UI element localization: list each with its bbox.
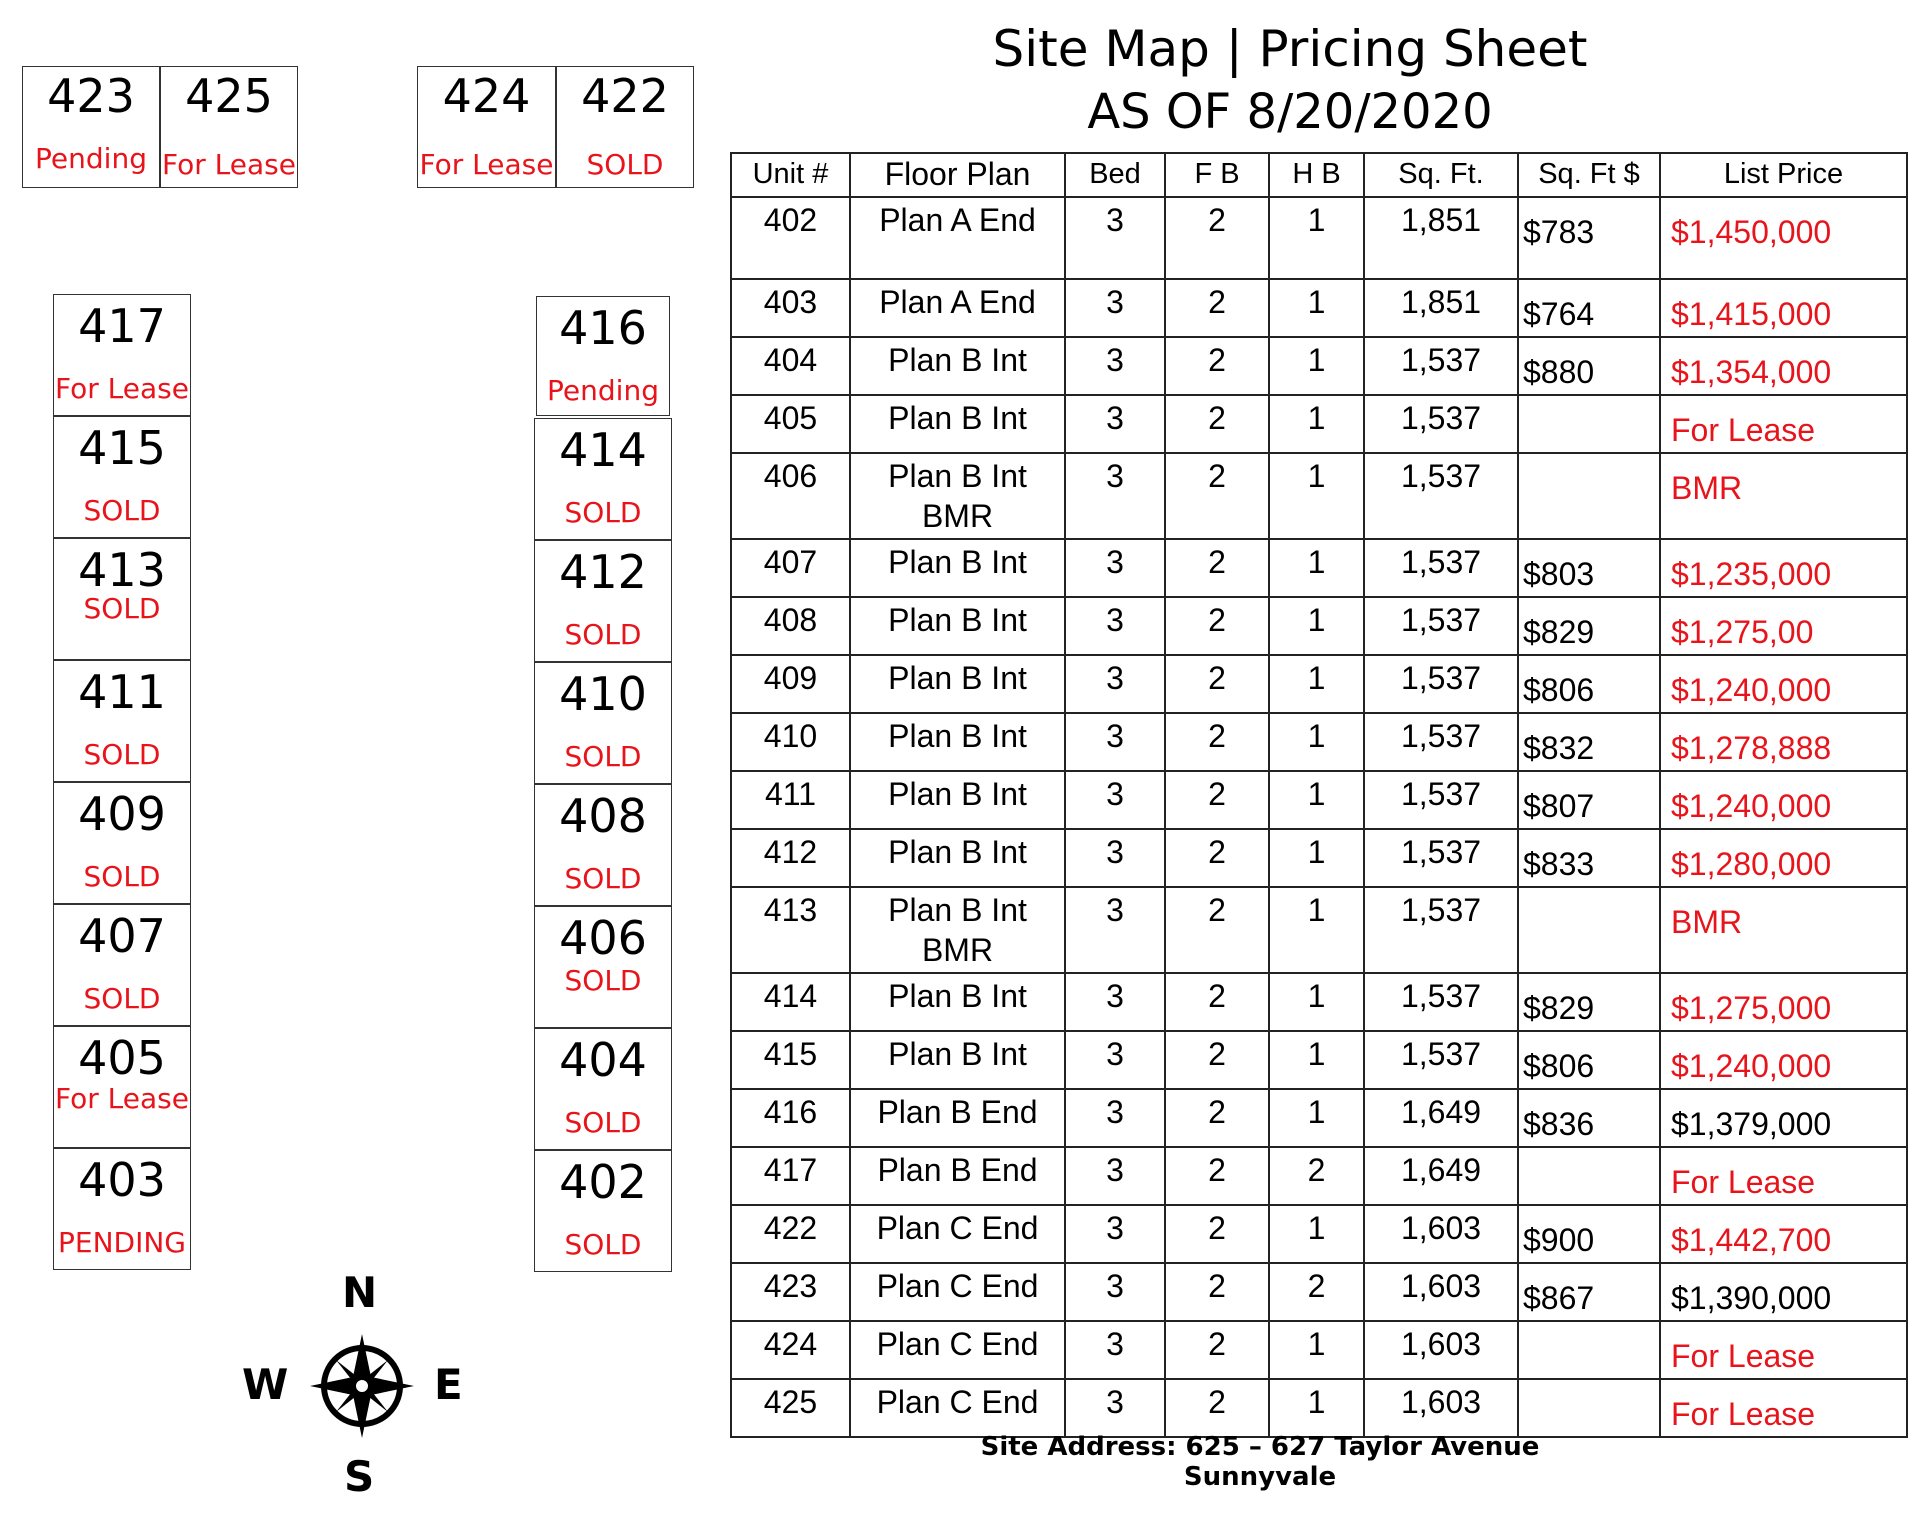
cell-bed: 3	[1065, 197, 1165, 279]
unit-status: SOLD	[564, 862, 642, 895]
unit-status: Pending	[35, 142, 147, 175]
cell-unit: 405	[731, 395, 850, 453]
cell-list-price: For Lease	[1660, 1147, 1907, 1205]
cell-price-per-sqft	[1518, 395, 1660, 453]
cell-half-bath: 1	[1269, 279, 1364, 337]
cell-floor-plan	[850, 887, 1065, 973]
cell-sqft: 1,537	[1364, 771, 1518, 829]
table-row	[731, 1263, 1907, 1321]
cell-unit: 416	[731, 1089, 850, 1147]
unit-number: 405	[78, 1031, 166, 1085]
cell-half-bath: 1	[1269, 1089, 1364, 1147]
unit-status: For Lease	[55, 372, 189, 405]
cell-bed: 3	[1065, 279, 1165, 337]
cell-half-bath: 1	[1269, 771, 1364, 829]
unit-number: 408	[559, 789, 647, 843]
unit-number: 403	[78, 1153, 166, 1207]
cell-unit: 415	[731, 1031, 850, 1089]
cell-unit: 403	[731, 279, 850, 337]
cell-list-price: For Lease	[1660, 1379, 1907, 1437]
unit-status: SOLD	[83, 982, 161, 1015]
table-row	[731, 713, 1907, 771]
cell-price-per-sqft	[1518, 1379, 1660, 1437]
floor-plan-name: Plan B Int	[888, 776, 1027, 812]
unit-status: For Lease	[419, 148, 554, 181]
cell-half-bath: 1	[1269, 829, 1364, 887]
cell-list-price: $1,379,000	[1660, 1089, 1907, 1147]
cell-bed: 3	[1065, 1205, 1165, 1263]
cell-sqft: 1,537	[1364, 395, 1518, 453]
cell-bed: 3	[1065, 1031, 1165, 1089]
cell-bed: 3	[1065, 539, 1165, 597]
unit-number: 407	[78, 909, 166, 963]
unit-status: Pending	[547, 374, 659, 407]
cell-list-price: $1,240,000	[1660, 655, 1907, 713]
cell-price-per-sqft: $900	[1518, 1205, 1660, 1263]
cell-price-per-sqft	[1518, 887, 1660, 973]
table-row	[731, 337, 1907, 395]
compass-south-label: S	[344, 1452, 375, 1501]
unit-status: For Lease	[55, 1082, 189, 1115]
cell-unit: 407	[731, 539, 850, 597]
unit-number: 413	[78, 543, 166, 597]
cell-sqft: 1,649	[1364, 1147, 1518, 1205]
unit-status: SOLD	[564, 1106, 642, 1139]
cell-floor-plan	[850, 539, 1065, 597]
cell-unit: 413	[731, 887, 850, 973]
unit-box-416	[536, 296, 670, 416]
cell-full-bath: 2	[1165, 1379, 1269, 1437]
cell-half-bath: 1	[1269, 539, 1364, 597]
floor-plan-name: Plan B Int	[888, 1036, 1027, 1072]
cell-half-bath: 2	[1269, 1147, 1364, 1205]
cell-bed: 3	[1065, 829, 1165, 887]
cell-sqft: 1,603	[1364, 1263, 1518, 1321]
cell-full-bath: 2	[1165, 1205, 1269, 1263]
cell-half-bath: 1	[1269, 1379, 1364, 1437]
cell-sqft: 1,537	[1364, 453, 1518, 539]
floor-plan-name: Plan B Int	[888, 400, 1027, 436]
cell-bed: 3	[1065, 1089, 1165, 1147]
cell-floor-plan	[850, 1263, 1065, 1321]
cell-floor-plan	[850, 1321, 1065, 1379]
table-row	[731, 279, 1907, 337]
cell-sqft: 1,603	[1364, 1205, 1518, 1263]
unit-number: 409	[78, 787, 166, 841]
compass-icon	[307, 1331, 417, 1441]
table-body	[731, 197, 1907, 1437]
cell-full-bath: 2	[1165, 1321, 1269, 1379]
cell-bed: 3	[1065, 973, 1165, 1031]
cell-bed: 3	[1065, 453, 1165, 539]
column-header-bed: Bed	[1065, 153, 1165, 197]
unit-status: SOLD	[83, 738, 161, 771]
floor-plan-name: Plan B Int	[888, 834, 1027, 870]
cell-list-price: $1,390,000	[1660, 1263, 1907, 1321]
compass-east-label: E	[434, 1360, 463, 1409]
floor-plan-name: Plan C End	[876, 1210, 1039, 1246]
column-header-sqft: Sq. Ft.	[1364, 153, 1518, 197]
cell-unit: 406	[731, 453, 850, 539]
cell-sqft: 1,649	[1364, 1089, 1518, 1147]
unit-box-402	[534, 1150, 672, 1272]
cell-bed: 3	[1065, 771, 1165, 829]
cell-sqft: 1,537	[1364, 597, 1518, 655]
unit-box-412	[534, 540, 672, 662]
site-address: Site Address: 625 – 627 Taylor Avenue Sunnyvale	[980, 1432, 1540, 1492]
cell-half-bath: 1	[1269, 453, 1364, 539]
unit-status: For Lease	[162, 148, 296, 181]
table-row	[731, 655, 1907, 713]
cell-unit: 402	[731, 197, 850, 279]
cell-full-bath: 2	[1165, 395, 1269, 453]
cell-sqft: 1,603	[1364, 1379, 1518, 1437]
pricing-table	[730, 152, 1908, 1438]
unit-status: SOLD	[564, 618, 642, 651]
cell-list-price: BMR	[1660, 453, 1907, 539]
cell-sqft: 1,603	[1364, 1321, 1518, 1379]
cell-price-per-sqft: $867	[1518, 1263, 1660, 1321]
cell-price-per-sqft: $832	[1518, 713, 1660, 771]
cell-half-bath: 2	[1269, 1263, 1364, 1321]
unit-box-404	[534, 1028, 672, 1150]
column-header-half-bath: H B	[1269, 153, 1364, 197]
table-row	[731, 453, 1907, 539]
unit-box-403	[53, 1148, 191, 1270]
cell-full-bath: 2	[1165, 1031, 1269, 1089]
cell-price-per-sqft: $829	[1518, 973, 1660, 1031]
cell-full-bath: 2	[1165, 539, 1269, 597]
floor-plan-name: Plan C End	[876, 1326, 1039, 1362]
table-row	[731, 197, 1907, 279]
cell-price-per-sqft: $829	[1518, 597, 1660, 655]
floor-plan-name: Plan C End	[876, 1268, 1039, 1304]
cell-list-price: $1,275,000	[1660, 973, 1907, 1031]
cell-sqft: 1,537	[1364, 539, 1518, 597]
unit-box-405	[53, 1026, 191, 1148]
cell-price-per-sqft: $880	[1518, 337, 1660, 395]
unit-box-411	[53, 660, 191, 782]
table-header-row	[731, 153, 1907, 197]
cell-full-bath: 2	[1165, 1089, 1269, 1147]
column-header-floor-plan: Floor Plan	[850, 153, 1065, 197]
cell-sqft: 1,851	[1364, 279, 1518, 337]
unit-number: 422	[581, 69, 669, 123]
unit-box-409	[53, 782, 191, 904]
cell-list-price: $1,354,000	[1660, 337, 1907, 395]
table-row	[731, 771, 1907, 829]
cell-half-bath: 1	[1269, 1321, 1364, 1379]
cell-unit: 425	[731, 1379, 850, 1437]
floor-plan-note: BMR	[921, 498, 994, 534]
cell-floor-plan	[850, 197, 1065, 279]
table-row	[731, 1321, 1907, 1379]
unit-box-424	[417, 66, 556, 188]
cell-sqft: 1,537	[1364, 887, 1518, 973]
cell-price-per-sqft: $806	[1518, 655, 1660, 713]
cell-unit: 410	[731, 713, 850, 771]
floor-plan-note: BMR	[921, 932, 994, 968]
floor-plan-name: Plan B Int	[888, 458, 1027, 494]
unit-status: SOLD	[564, 964, 642, 997]
cell-sqft: 1,537	[1364, 337, 1518, 395]
unit-box-425	[160, 66, 298, 188]
cell-price-per-sqft: $803	[1518, 539, 1660, 597]
unit-number: 415	[78, 421, 166, 475]
cell-list-price: $1,235,000	[1660, 539, 1907, 597]
unit-box-422	[556, 66, 694, 188]
cell-floor-plan	[850, 337, 1065, 395]
table-row	[731, 539, 1907, 597]
cell-price-per-sqft: $806	[1518, 1031, 1660, 1089]
cell-full-bath: 2	[1165, 887, 1269, 973]
floor-plan-name: Plan B End	[877, 1152, 1038, 1188]
cell-bed: 3	[1065, 887, 1165, 973]
unit-status: SOLD	[83, 494, 161, 527]
cell-sqft: 1,537	[1364, 713, 1518, 771]
cell-half-bath: 1	[1269, 713, 1364, 771]
cell-full-bath: 2	[1165, 197, 1269, 279]
cell-floor-plan	[850, 713, 1065, 771]
cell-price-per-sqft: $833	[1518, 829, 1660, 887]
unit-number: 406	[559, 911, 647, 965]
unit-number: 416	[559, 301, 647, 355]
cell-full-bath: 2	[1165, 453, 1269, 539]
cell-price-per-sqft: $764	[1518, 279, 1660, 337]
cell-full-bath: 2	[1165, 973, 1269, 1031]
cell-floor-plan	[850, 453, 1065, 539]
floor-plan-name: Plan B Int	[888, 978, 1027, 1014]
cell-bed: 3	[1065, 1263, 1165, 1321]
cell-floor-plan	[850, 1147, 1065, 1205]
cell-floor-plan	[850, 597, 1065, 655]
floor-plan-name: Plan C End	[876, 1384, 1039, 1420]
cell-price-per-sqft: $807	[1518, 771, 1660, 829]
cell-price-per-sqft	[1518, 453, 1660, 539]
cell-floor-plan	[850, 1379, 1065, 1437]
cell-full-bath: 2	[1165, 337, 1269, 395]
floor-plan-name: Plan B Int	[888, 544, 1027, 580]
cell-list-price: For Lease	[1660, 1321, 1907, 1379]
cell-full-bath: 2	[1165, 771, 1269, 829]
cell-half-bath: 1	[1269, 973, 1364, 1031]
cell-full-bath: 2	[1165, 829, 1269, 887]
cell-unit: 423	[731, 1263, 850, 1321]
cell-unit: 422	[731, 1205, 850, 1263]
cell-floor-plan	[850, 279, 1065, 337]
unit-box-423	[22, 66, 160, 188]
unit-number: 414	[559, 423, 647, 477]
cell-sqft: 1,851	[1364, 197, 1518, 279]
compass-west-label: W	[242, 1360, 289, 1409]
unit-status: SOLD	[83, 860, 161, 893]
cell-sqft: 1,537	[1364, 1031, 1518, 1089]
cell-price-per-sqft	[1518, 1321, 1660, 1379]
unit-box-406	[534, 906, 672, 1028]
cell-list-price: $1,280,000	[1660, 829, 1907, 887]
cell-list-price: $1,450,000	[1660, 197, 1907, 279]
unit-box-414	[534, 418, 672, 540]
cell-unit: 424	[731, 1321, 850, 1379]
unit-status: SOLD	[586, 148, 664, 181]
unit-box-407	[53, 904, 191, 1026]
cell-floor-plan	[850, 395, 1065, 453]
unit-number: 411	[78, 665, 166, 719]
unit-number: 410	[559, 667, 647, 721]
unit-number: 402	[559, 1155, 647, 1209]
cell-half-bath: 1	[1269, 597, 1364, 655]
cell-list-price: $1,278,888	[1660, 713, 1907, 771]
unit-number: 425	[185, 69, 273, 123]
cell-unit: 404	[731, 337, 850, 395]
cell-half-bath: 1	[1269, 197, 1364, 279]
floor-plan-name: Plan A End	[879, 202, 1036, 238]
page-title: Site Map | Pricing Sheet	[992, 20, 1588, 78]
cell-floor-plan	[850, 1089, 1065, 1147]
floor-plan-name: Plan B Int	[888, 718, 1027, 754]
unit-status: SOLD	[564, 496, 642, 529]
cell-sqft: 1,537	[1364, 973, 1518, 1031]
unit-status: SOLD	[83, 592, 161, 625]
cell-full-bath: 2	[1165, 1147, 1269, 1205]
cell-half-bath: 1	[1269, 395, 1364, 453]
unit-box-417	[53, 294, 191, 416]
cell-half-bath: 1	[1269, 337, 1364, 395]
table-row	[731, 1147, 1907, 1205]
unit-number: 423	[47, 69, 135, 123]
cell-bed: 3	[1065, 655, 1165, 713]
cell-half-bath: 1	[1269, 655, 1364, 713]
floor-plan-name: Plan A End	[879, 284, 1036, 320]
cell-list-price: $1,275,00	[1660, 597, 1907, 655]
cell-floor-plan	[850, 655, 1065, 713]
cell-unit: 414	[731, 973, 850, 1031]
table-row	[731, 973, 1907, 1031]
cell-full-bath: 2	[1165, 279, 1269, 337]
unit-status: PENDING	[58, 1226, 186, 1259]
unit-box-408	[534, 784, 672, 906]
cell-price-per-sqft: $836	[1518, 1089, 1660, 1147]
column-header-price-per-sqft: Sq. Ft $	[1518, 153, 1660, 197]
floor-plan-name: Plan B Int	[888, 342, 1027, 378]
table-row	[731, 395, 1907, 453]
cell-half-bath: 1	[1269, 887, 1364, 973]
table-row	[731, 1089, 1907, 1147]
cell-bed: 3	[1065, 597, 1165, 655]
unit-box-413	[53, 538, 191, 660]
cell-floor-plan	[850, 973, 1065, 1031]
table-row	[731, 1205, 1907, 1263]
unit-number: 412	[559, 545, 647, 599]
compass-north-label: N	[342, 1268, 378, 1317]
unit-box-410	[534, 662, 672, 784]
unit-box-415	[53, 416, 191, 538]
cell-list-price: $1,415,000	[1660, 279, 1907, 337]
unit-number: 417	[78, 299, 166, 353]
cell-sqft: 1,537	[1364, 655, 1518, 713]
cell-full-bath: 2	[1165, 713, 1269, 771]
unit-number: 404	[559, 1033, 647, 1087]
cell-floor-plan	[850, 771, 1065, 829]
floor-plan-name: Plan B Int	[888, 602, 1027, 638]
unit-status: SOLD	[564, 1228, 642, 1261]
cell-full-bath: 2	[1165, 655, 1269, 713]
cell-unit: 411	[731, 771, 850, 829]
floor-plan-name: Plan B Int	[888, 660, 1027, 696]
cell-bed: 3	[1065, 1321, 1165, 1379]
cell-list-price: $1,240,000	[1660, 1031, 1907, 1089]
cell-list-price: For Lease	[1660, 395, 1907, 453]
table-row	[731, 1379, 1907, 1437]
table-row	[731, 887, 1907, 973]
cell-sqft: 1,537	[1364, 829, 1518, 887]
cell-unit: 408	[731, 597, 850, 655]
column-header-full-bath: F B	[1165, 153, 1269, 197]
cell-bed: 3	[1065, 395, 1165, 453]
cell-floor-plan	[850, 1031, 1065, 1089]
cell-bed: 3	[1065, 337, 1165, 395]
column-header-list-price: List Price	[1660, 153, 1907, 197]
floor-plan-name: Plan B End	[877, 1094, 1038, 1130]
cell-floor-plan	[850, 829, 1065, 887]
cell-list-price: BMR	[1660, 887, 1907, 973]
cell-unit: 417	[731, 1147, 850, 1205]
floor-plan-name: Plan B Int	[888, 892, 1027, 928]
cell-half-bath: 1	[1269, 1205, 1364, 1263]
cell-full-bath: 2	[1165, 1263, 1269, 1321]
cell-unit: 412	[731, 829, 850, 887]
compass-rose	[236, 1268, 476, 1501]
cell-list-price: $1,442,700	[1660, 1205, 1907, 1263]
unit-number: 424	[442, 69, 531, 123]
unit-status: SOLD	[564, 740, 642, 773]
cell-bed: 3	[1065, 713, 1165, 771]
cell-list-price: $1,240,000	[1660, 771, 1907, 829]
cell-floor-plan	[850, 1205, 1065, 1263]
cell-price-per-sqft: $783	[1518, 197, 1660, 279]
cell-unit: 409	[731, 655, 850, 713]
page-subtitle: AS OF 8/20/2020	[1087, 84, 1493, 140]
cell-bed: 3	[1065, 1379, 1165, 1437]
cell-full-bath: 2	[1165, 597, 1269, 655]
table-row	[731, 829, 1907, 887]
cell-price-per-sqft	[1518, 1147, 1660, 1205]
table-row	[731, 597, 1907, 655]
column-header-unit: Unit #	[731, 153, 850, 197]
table-row	[731, 1031, 1907, 1089]
cell-half-bath: 1	[1269, 1031, 1364, 1089]
cell-bed: 3	[1065, 1147, 1165, 1205]
